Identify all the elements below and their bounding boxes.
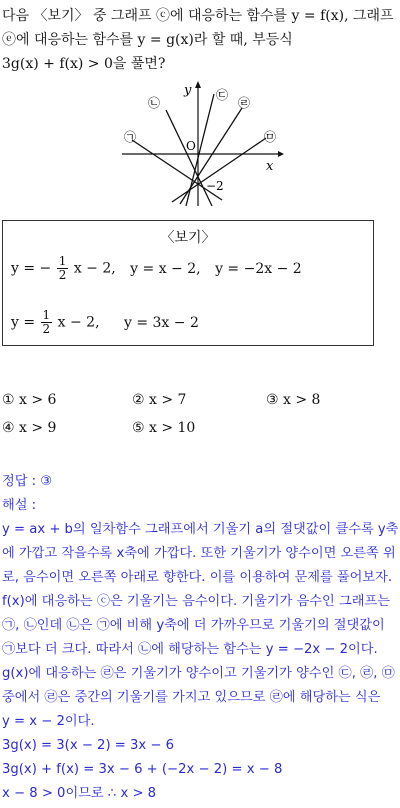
box-row-1 [11,255,302,282]
eq1-denominator: 2 [58,268,67,282]
eq1-fraction [57,255,69,282]
choice-1[interactable]: ① x > 6 [2,392,57,408]
y-axis-label: y [184,83,192,98]
explanation-line-5: ㉠, ㉡인데 ㉡은 ㉠에 비해 y축에 더 가까우므로 기울기의 절댓값이 [2,618,385,633]
explanation-line-1: y = ax + b의 일차함수 그래프에서 기울기 a의 절댓값이 클수록 y축 [2,522,399,537]
choice-2[interactable]: ② x > 7 [132,392,187,408]
eq1-suffix: x − 2, [73,260,116,277]
question-text [2,4,398,76]
eq4-fraction [41,309,53,336]
answer-section [2,470,398,806]
explanation-label: 해설 : [2,498,37,513]
eq4-suffix: x − 2, [57,314,100,331]
line-label-5: ㉤ [264,130,277,144]
choice-5[interactable]: ⑤ x > 10 [132,420,196,436]
explanation-line-2: 에 가깝고 작을수록 x축에 가깝다. 또한 기울기가 양수이면 오른쪽 위 [2,546,396,561]
x-axis-arrow [278,151,284,157]
explanation-line-11: 3g(x) + f(x) = 3x − 6 + (−2x − 2) = x − 8 [2,762,283,777]
line-label-3: ㉢ [216,88,229,102]
box-row-2 [11,309,199,336]
eq3: y = −2x − 2 [215,260,302,277]
eq5: y = 3x − 2 [123,314,199,331]
choice-3[interactable]: ③ x > 8 [266,392,321,408]
explanation-line-7: g(x)에 대응하는 ㉣은 기울기가 양수이고 기울기가 양수인 ㉢, ㉣, ㉤ [2,666,395,681]
explanation-line-9: y = x − 2이다. [2,714,95,729]
y-axis-arrow [195,81,201,88]
line-label-2: ㉡ [148,96,161,110]
answer-label: 정답 : ③ [2,474,53,489]
eq1-numerator: 1 [58,254,67,268]
explanation-line-10: 3g(x) = 3(x − 2) = 3x − 6 [2,738,175,753]
eq4-denominator: 2 [42,322,51,336]
explanation-line-8: 중에서 ㉣은 중간의 기울기를 가지고 있으므로 ㉣에 해당하는 식은 [2,690,381,705]
line-label-4: ㉣ [238,96,251,110]
eq1-prefix: y = − [11,260,52,277]
box-title: 〈보기〉 [160,230,216,246]
line-label-1: ㉠ [124,130,137,144]
question-line-3: 3g(x) + f(x) > 0을 풀면? [2,56,166,72]
eq4-prefix: y = [11,314,36,331]
explanation-line-6: ㉠보다 더 크다. 따라서 ㉡에 해당하는 함수는 y = −2x − 2이다. [2,642,378,657]
intercept-label: −2 [206,179,224,193]
explanation-line-12: x − 8 > 0이므로 ∴ x > 8 [2,786,157,801]
x-axis-label: x [266,159,274,174]
origin-label: O [186,139,196,153]
explanation-line-4: f(x)에 대응하는 ⓒ은 기울기는 음수이다. 기울기가 음수인 그래프는 [2,594,390,609]
choice-4[interactable]: ④ x > 9 [2,420,57,436]
explanation-line-3: 로, 음수이면 오른쪽 아래로 향한다. 이를 이용하여 문제를 풀어보자. [2,570,393,585]
eq2: y = x − 2, [130,260,201,277]
eq4-numerator: 1 [42,308,51,322]
question-line-2: ⓔ에 대응하는 함수를 y = g(x)라 할 때, 부등식 [2,32,293,48]
question-line-1: 다음 〈보기〉 중 그래프 ⓒ에 대응하는 함수를 y = f(x), 그래프 [2,8,394,24]
line-graph [118,80,288,210]
example-box [2,220,374,346]
